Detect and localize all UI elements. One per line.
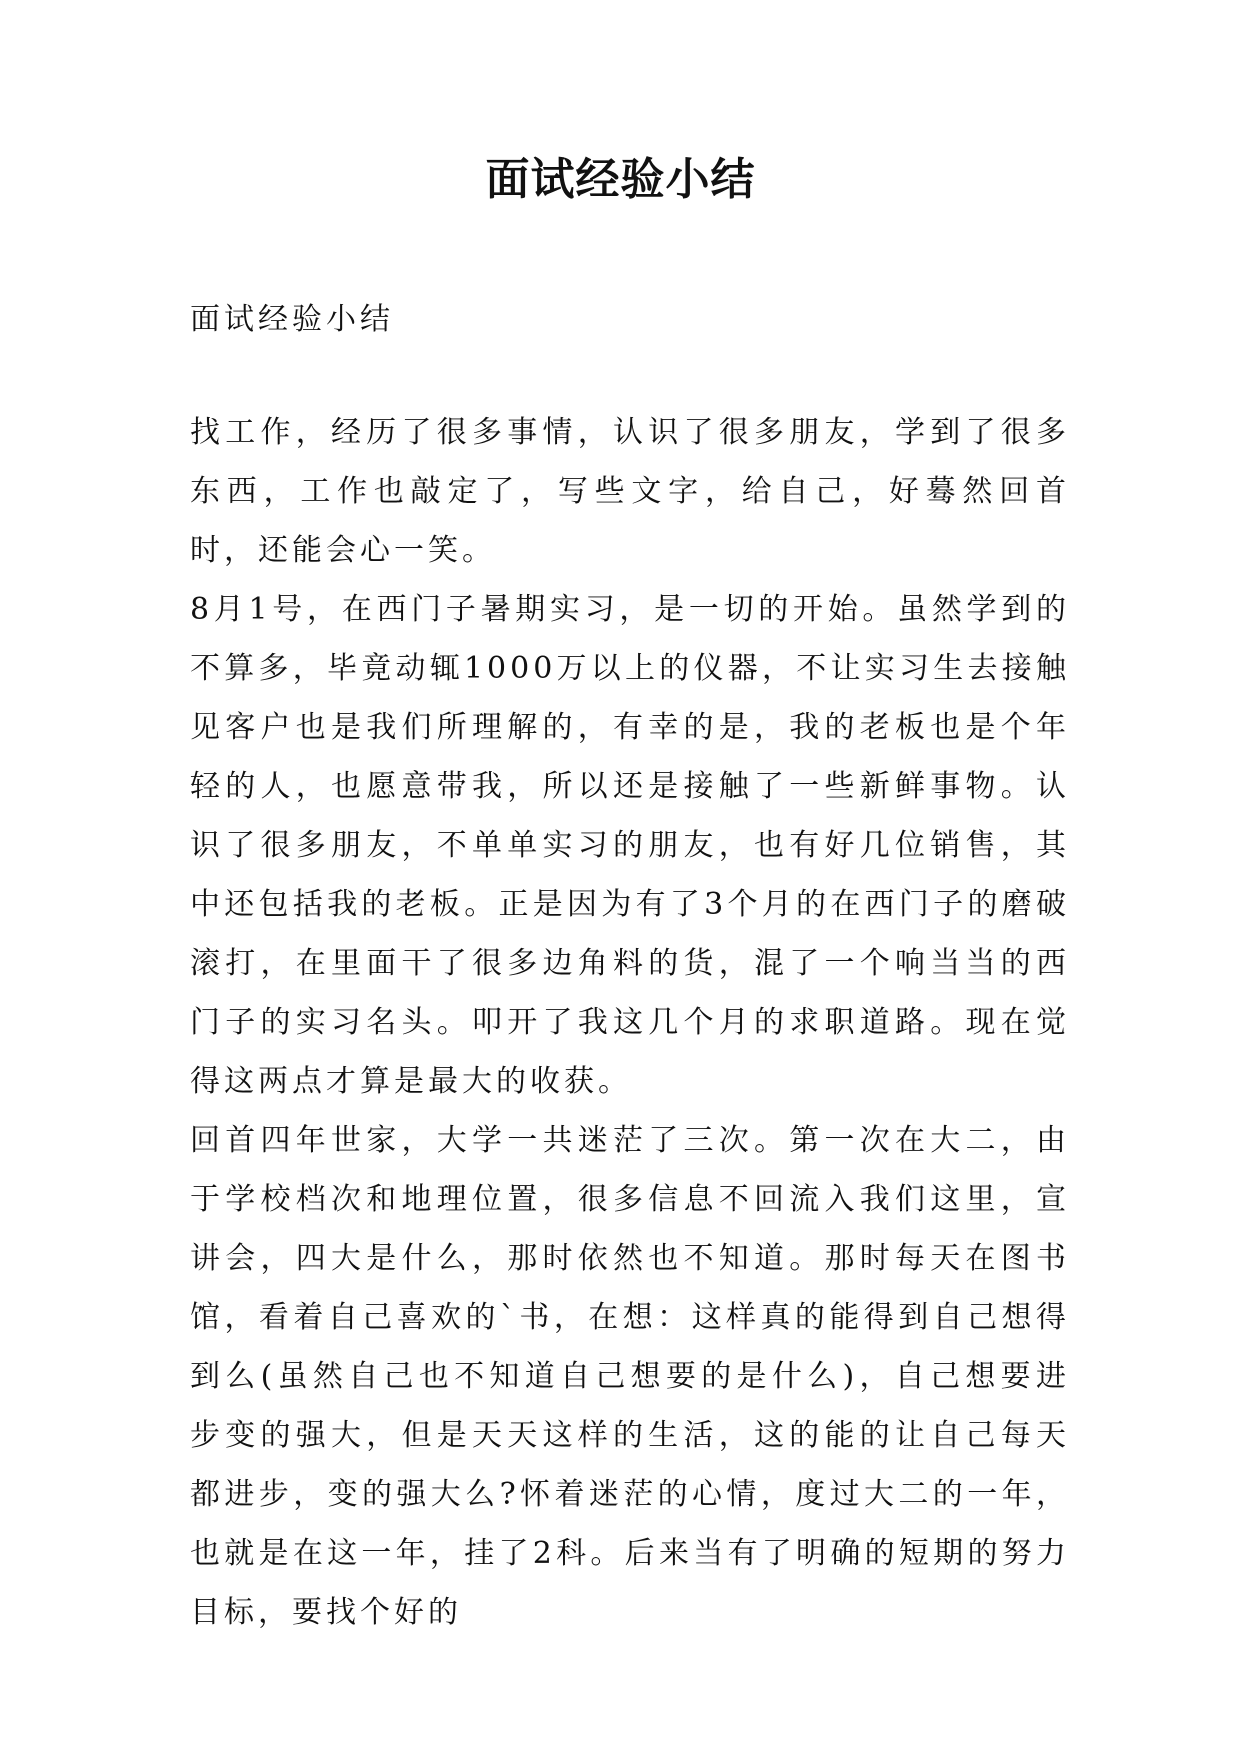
document-body bbox=[190, 290, 1070, 1642]
document-subtitle: 面试经验小结 bbox=[190, 302, 394, 337]
paragraph-3: 回首四年世家，大学一共迷茫了三次。第一次在大二，由于学校档次和地理位置，很多信息不回流入我们这里，宣讲会，四大是什么，那时依然也不知道。那时每天在图书馆，看着自己喜欢的`书，在想：这样真的能得到自己想得到么(虽然自己也不知道自己想要的是什么)，自己想要进步变的强大，但是天天这样的生活，这的能的让自己每天都进步，变的强大么?怀着迷茫的心情，度过大二的一年，也就是在这一年，挂了2科。后来当有了明确的短期的努力目标，要找个好的 bbox=[190, 1123, 1070, 1630]
document-title: 面试经验小结 bbox=[485, 154, 756, 205]
paragraph-2: 8月1号，在西门子暑期实习，是一切的开始。虽然学到的不算多，毕竟动辄1000万以上的仪器，不让实习生去接触见客户也是我们所理解的，有幸的是，我的老板也是个年轻的人，也愿意带我，所以还是接触了一些新鲜事物。认识了很多朋友，不单单实习的朋友，也有好几位销售，其中还包括我的老板。正是因为有了3个月的在西门子的磨破滚打，在里面干了很多边角料的货，混了一个响当当的西门子的实习名头。叩开了我这几个月的求职道路。现在觉得这两点才算是最大的收获。 bbox=[190, 592, 1070, 1099]
paragraph-1: 找工作，经历了很多事情，认识了很多朋友，学到了很多东西，工作也敲定了，写些文字，给自己，好蓦然回首时，还能会心一笑。 bbox=[190, 415, 1070, 568]
